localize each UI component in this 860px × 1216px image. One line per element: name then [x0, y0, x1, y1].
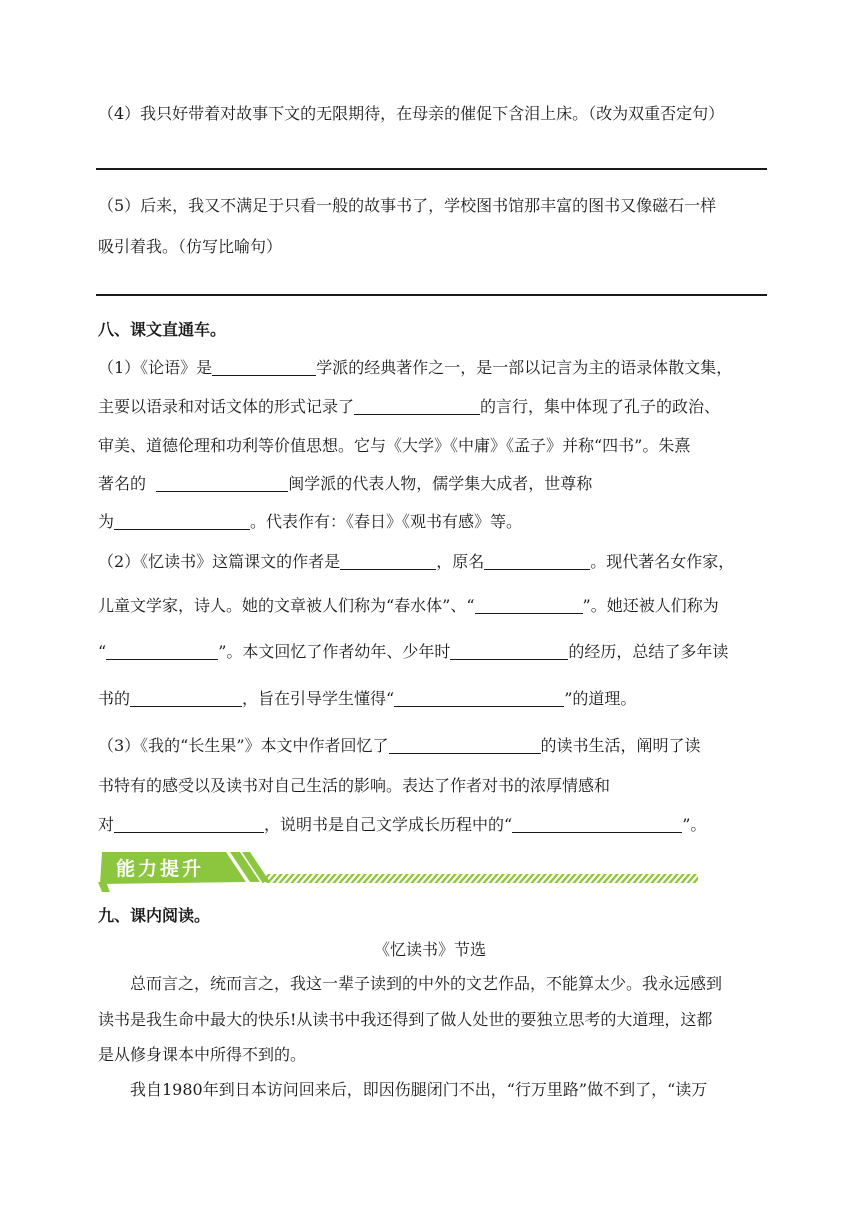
blank[interactable] — [475, 597, 583, 614]
section-9-title: 九、课内阅读。 — [98, 906, 211, 925]
blank[interactable] — [114, 816, 264, 833]
blank[interactable] — [389, 737, 541, 754]
s8-p1-line-4: 著名的 闽学派的代表人物，儒学集大成者，世尊称 — [98, 474, 593, 493]
blank[interactable] — [156, 475, 288, 492]
passage-p2-line-1: 我自1980年到日本访问回来后，即因伤腿闭门不出，“行万里路”做不到了，“读万 — [130, 1080, 708, 1099]
blank[interactable] — [130, 690, 242, 707]
passage-title: 《忆读书》节选 — [373, 940, 486, 959]
s8-p1-line-3: 审美、道德伦理和功利等价值思想。它与《大学》《中庸》《孟子》并称“四书”。朱熹 — [98, 436, 691, 455]
blank[interactable] — [512, 816, 682, 833]
question-4: （4）我只好带着对故事下文的无限期待，在母亲的催促下含泪上床。（改为双重否定句） — [98, 104, 725, 123]
question-5-line-1: （5）后来，我又不满足于只看一般的故事书了，学校图书馆那丰富的图书又像磁石一样 — [98, 196, 717, 215]
s8-p1-line-2: 主要以语录和对话文体的形式记录了 的言行，集中体现了孔子的政治、 — [98, 397, 721, 416]
blank[interactable] — [106, 643, 218, 660]
passage-p1-line-3: 是从修身课本中所得不到的。 — [98, 1045, 307, 1064]
banner-label: 能力提升 — [116, 858, 205, 880]
s8-p2-line-2: 儿童文学家，诗人。她的文章被人们称为“春水体”、“ ”。她还被人们称为 — [98, 596, 719, 615]
blank[interactable] — [484, 553, 590, 570]
answer-line-4[interactable] — [96, 168, 767, 170]
s8-p3-line-3: 对 ，说明书是自己文学成长历程中的“ ”。 — [98, 815, 707, 834]
s8-p2-line-3: “ ”。本文回忆了作者幼年、少年时 的经历，总结了多年读 — [98, 642, 729, 661]
s8-p2-line-1: （2）《忆读书》这篇课文的作者是 ，原名 。现代著名女作家， — [98, 552, 735, 571]
s8-p1-line-5: 为 。代表作有：《春日》《观书有感》等。 — [98, 512, 523, 531]
s8-p1-line-1: （1）《论语》是 学派的经典著作之一，是一部以记言为主的语录体散文集， — [98, 358, 733, 377]
blank[interactable] — [450, 643, 568, 660]
section-8-title: 八、课文直通车。 — [98, 320, 227, 339]
s8-p3-line-1: （3）《我的“长生果”》本文中作者回忆了 的读书生活，阐明了读 — [98, 736, 701, 755]
ability-banner — [96, 850, 702, 896]
blank[interactable] — [212, 359, 316, 376]
answer-line-5[interactable] — [96, 294, 767, 296]
s8-p3-line-2: 书特有的感受以及读书对自己生活的影响。表达了作者对书的浓厚情感和 — [98, 776, 611, 795]
s8-p2-line-4: 书的 ，旨在引导学生懂得“ ”的道理。 — [98, 689, 637, 708]
banner-stripes — [262, 874, 698, 883]
blank[interactable] — [340, 553, 436, 570]
question-5-line-2: 吸引着我。（仿写比喻句） — [98, 237, 283, 256]
blank[interactable] — [114, 513, 250, 530]
blank[interactable] — [394, 690, 564, 707]
passage-p1-line-2: 读书是我生命中最大的快乐!从读书中我还得到了做人处世的要独立思考的大道理，这都 — [98, 1010, 713, 1029]
passage-p1-line-1: 总而言之，统而言之，我这一辈子读到的中外的文艺作品，不能算太少。我永远感到 — [130, 974, 723, 993]
blank[interactable] — [354, 398, 480, 415]
